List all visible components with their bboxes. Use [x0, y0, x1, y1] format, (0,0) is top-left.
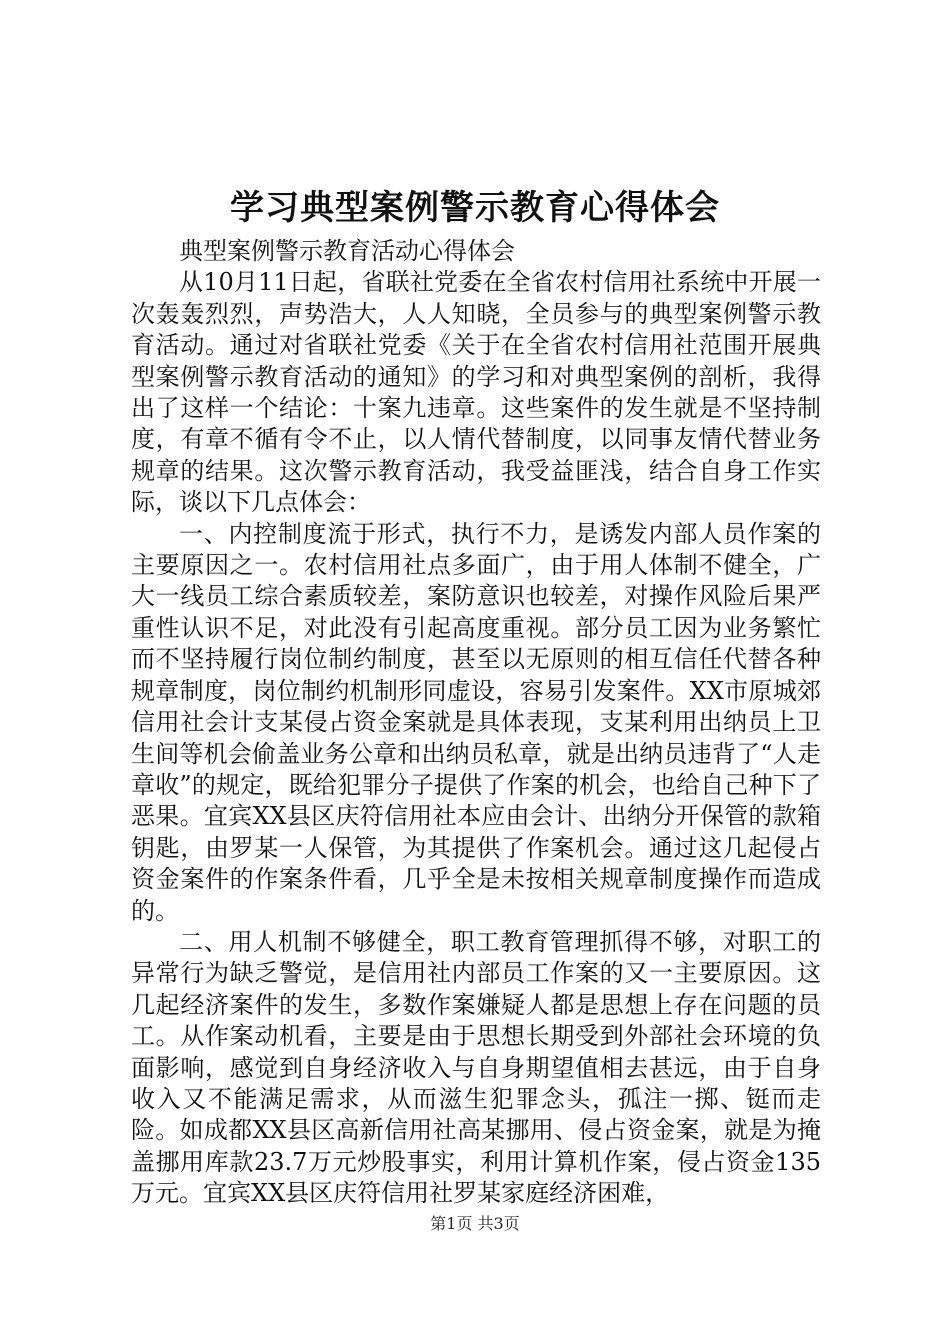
subtitle-paragraph: 典型案例警示教育活动心得体会: [179, 237, 515, 265]
page-footer: 第1页 共3页: [430, 1214, 520, 1233]
document-body: [131, 236, 821, 1210]
document-title: 学习典型案例警示教育心得体会: [230, 188, 720, 228]
intro-paragraph: 从10月11日起，省联社党委在全省农村信用社系统中开展一次轰轰烈烈，声势浩大，人人知晓，全员参与的典型案例警示教育活动。通过对省联社党委《关于在全省农村信用社范围开展典型案例警示教育活动的通知》的学习和对典型案例的剖析，我得出了这样一个结论：十案九违章。这些案件的发生就是不坚持制度，有章不循有令不止，以人情代替制度，以同事友情代替业务规章的结果。这次警示教育活动，我受益匪浅，结合自身工作实际，谈以下几点体会：: [131, 268, 821, 517]
point-one-paragraph: 一、内控制度流于形式，执行不力，是诱发内部人员作案的主要原因之一。农村信用社点多面广，由于用人体制不健全，广大一线员工综合素质较差，案防意识也较差，对操作风险后果严重性认识不足，对此没有引起高度重视。部分员工因为业务繁忙而不坚持履行岗位制约制度，甚至以无原则的相互信任代替各种规章制度，岗位制约机制形同虚设，容易引发案件。XX市原城郊信用社会计支某侵占资金案就是具体表现，支某利用出纳员上卫生间等机会偷盖业务公章和出纳员私章，就是出纳员违背了“人走章收”的规定，既给犯罪分子提供了作案的机会，也给自己种下了恶果。宜宾XX县区庆符信用社本应由会计、出纳分开保管的款箱钥匙，由罗某一人保管，为其提供了作案机会。通过这几起侵占资金案件的作案条件看，几乎全是未按相关规章制度操作而造成的。: [131, 519, 821, 925]
point-two-paragraph: 二、用人机制不够健全，职工教育管理抓得不够，对职工的异常行为缺乏警觉，是信用社内部员工作案的又一主要原因。这几起经济案件的发生，多数作案嫌疑人都是思想上存在问题的员工。从作案动机看，主要是由于思想长期受到外部社会环境的负面影响，感觉到自身经济收入与自身期望值相去甚远，由于自身收入又不能满足需求，从而滋生犯罪念头，孤注一掷、铤而走险。如成都XX县区高新信用社高某挪用、侵占资金案，就是为掩盖挪用库款23.7万元炒股事实，利用计算机作案，侵占资金135万元。宜宾XX县区庆符信用社罗某家庭经济困难，: [131, 927, 821, 1208]
